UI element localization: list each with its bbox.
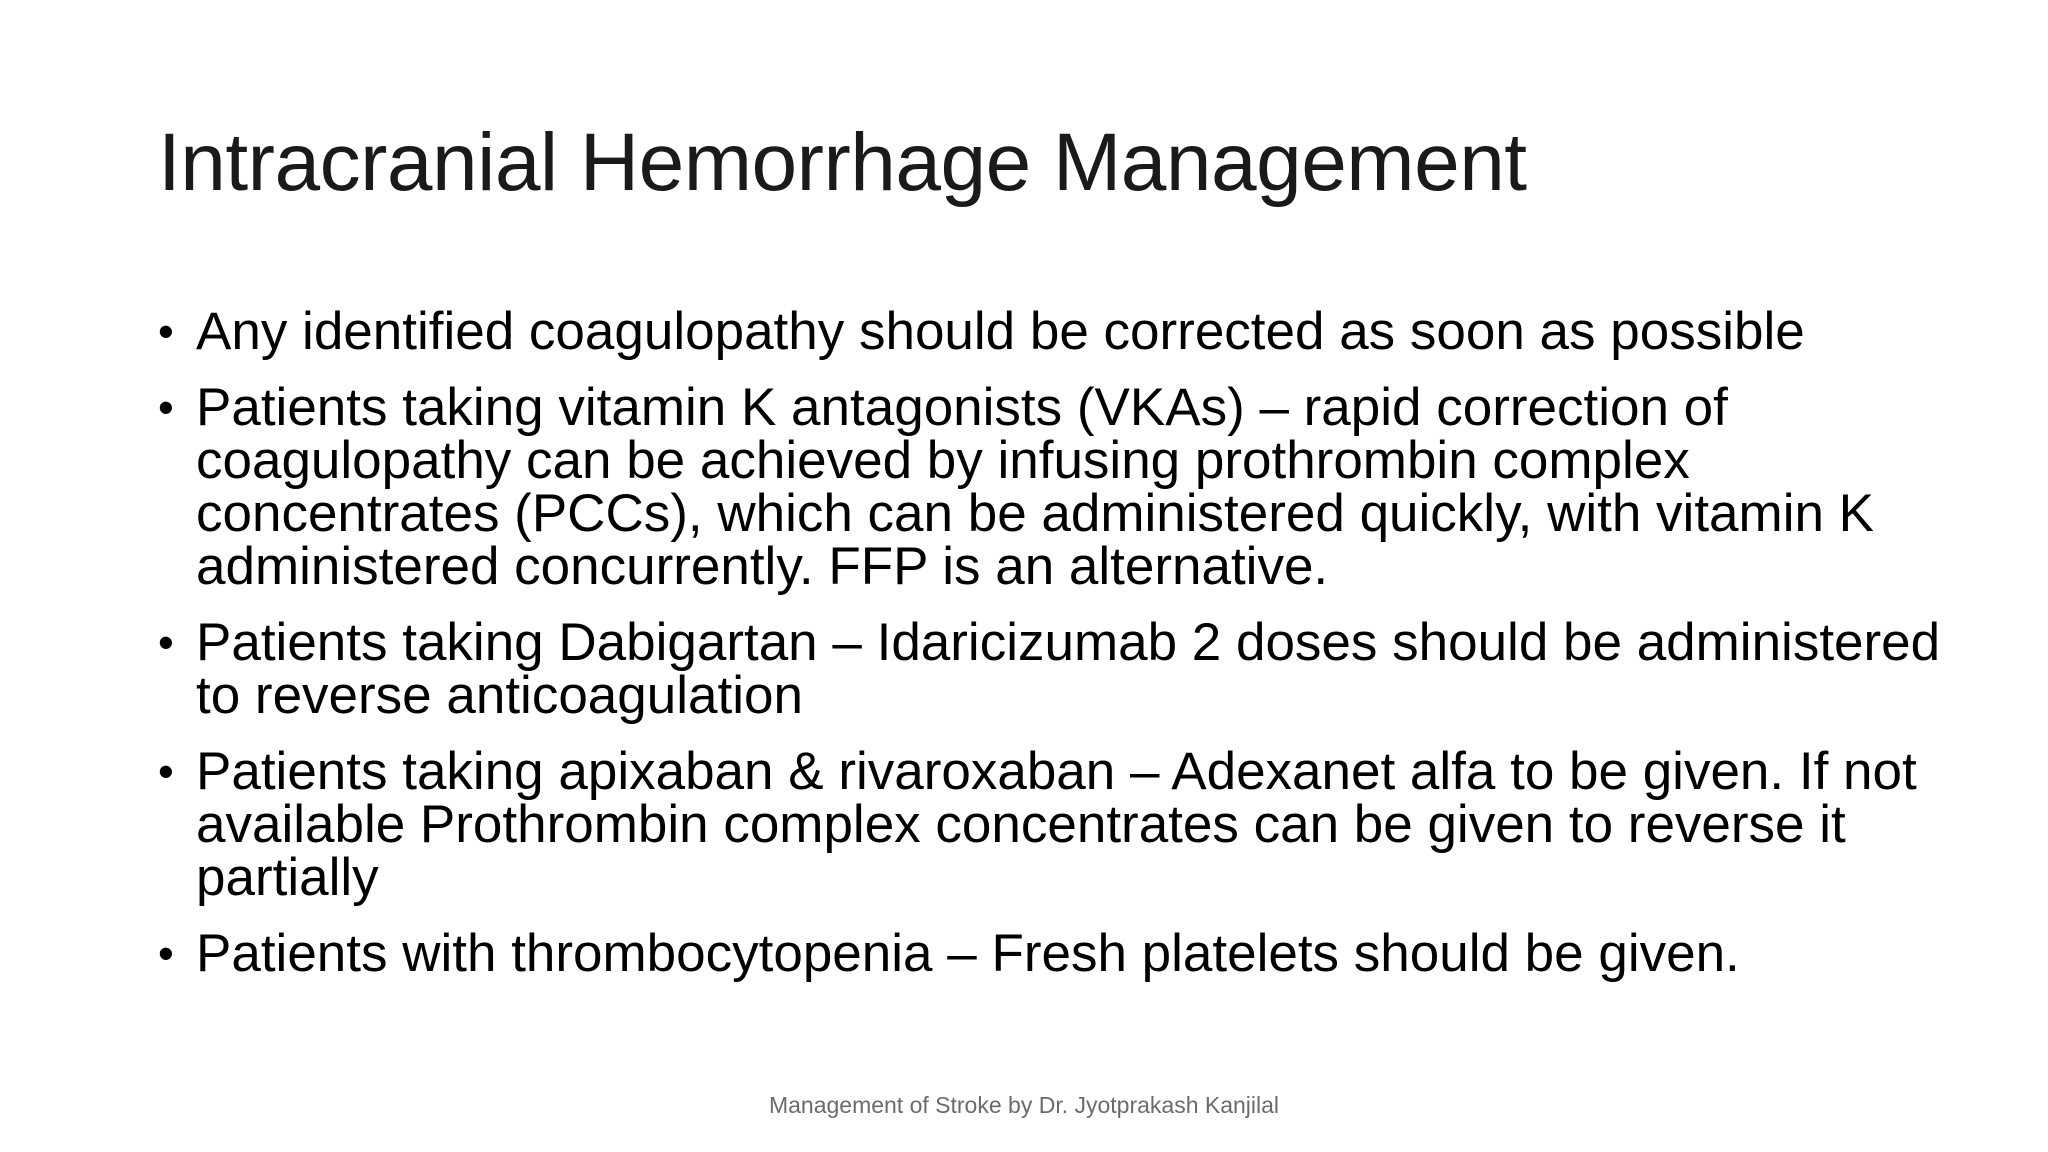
bullet-dot: • <box>158 928 174 979</box>
slide-title: Intracranial Hemorrhage Management <box>158 117 1527 208</box>
bullet-dot: • <box>158 382 174 433</box>
bullet-item-coagulopathy <box>158 302 1958 361</box>
bullet-item-apixaban <box>158 742 1958 907</box>
bullet-text: Patients taking Dabigartan – Idaricizumab 2 doses should be administered to reverse anticoagulation <box>196 613 1941 725</box>
slide-footer: Management of Stroke by Dr. Jyotprakash Kanjilal <box>768 1092 1280 1118</box>
bullet-list <box>158 302 1958 1003</box>
bullet-item-thrombocytopenia <box>158 924 1958 983</box>
bullet-dot: • <box>158 746 174 797</box>
bullet-text: Patients taking apixaban & rivaroxaban – Adexanet alfa to be given. If not available Prothrombin complex concentrates can be given to reverse it partially <box>196 742 1917 907</box>
bullet-item-vka <box>158 378 1958 596</box>
bullet-text: Any identified coagulopathy should be corrected as soon as possible <box>196 302 1805 361</box>
bullet-dot: • <box>158 306 174 357</box>
bullet-text: Patients taking vitamin K antagonists (VKAs) – rapid correction of coagulopathy can be achieved by infusing prothrombin complex concentrates (PCCs), which can be administered quickly, with vitamin K administered concurrently. FFP is an alternative. <box>196 378 1875 596</box>
bullet-item-dabigatran <box>158 613 1958 725</box>
bullet-dot: • <box>158 617 174 668</box>
bullet-text: Patients with thrombocytopenia – Fresh platelets should be given. <box>196 924 1740 983</box>
